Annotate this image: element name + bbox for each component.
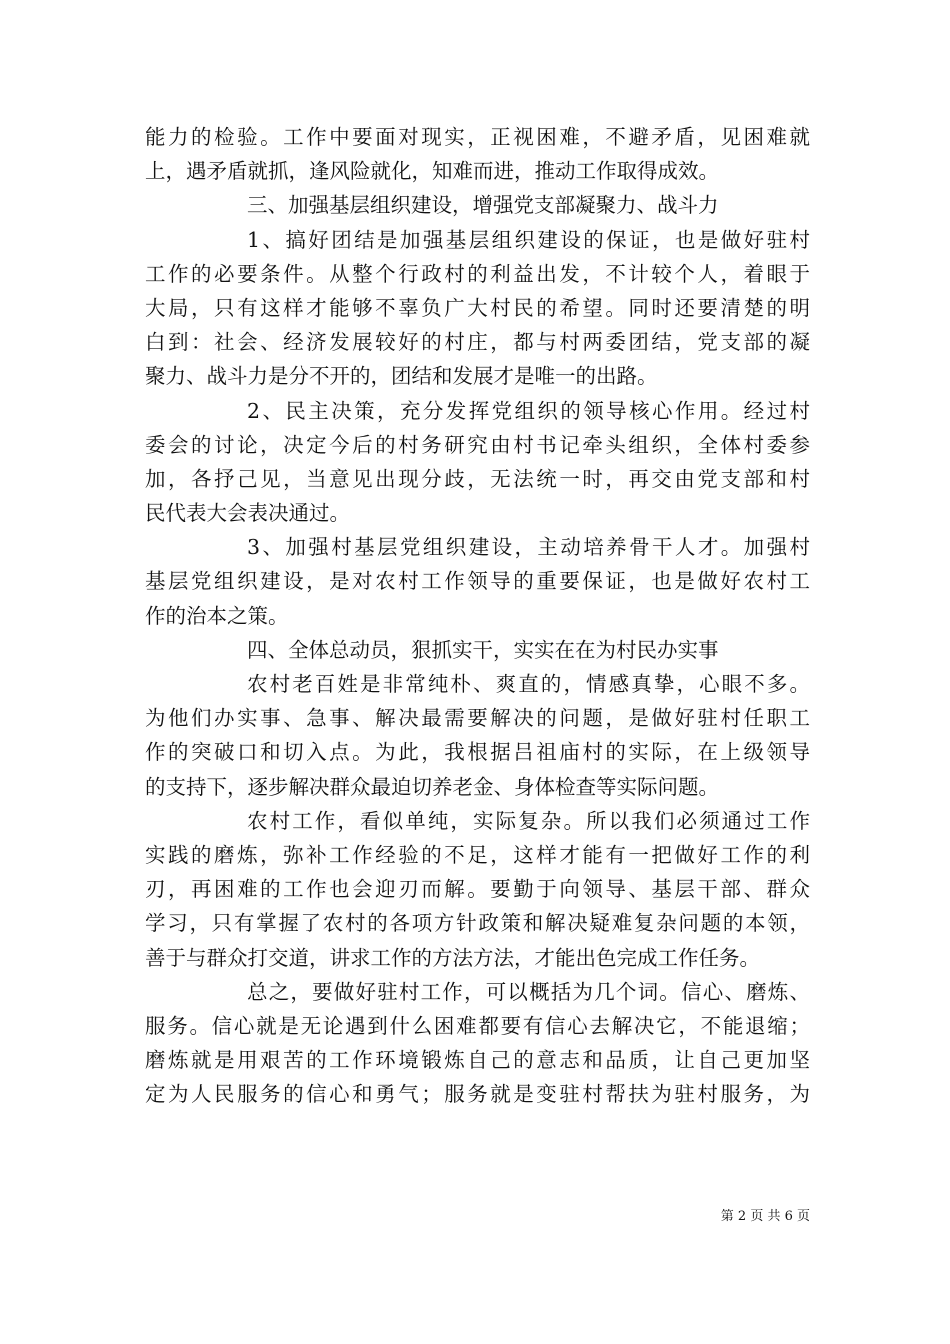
paragraph-line: 能力的检验。工作中要面对现实，正视困难，不避矛盾，见困难就: [145, 125, 810, 149]
paragraph-line: 民代表大会表决通过。: [145, 501, 350, 526]
paragraph-line: 为他们办实事、急事、解决最需要解决的问题，是做好驻村任职工: [145, 706, 810, 731]
paragraph-line: 上，遇矛盾就抓，逢风险就化，知难而进，推动工作取得成效。: [145, 159, 719, 184]
paragraph-line: 作的突破口和切入点。为此，我根据吕祖庙村的实际，在上级领导: [145, 740, 810, 765]
paragraph-line: 农村老百姓是非常纯朴、爽直的，情感真挚，心眼不多。: [247, 672, 810, 696]
section-heading: 三、加强基层组织建设，增强党支部凝聚力、战斗力: [247, 193, 719, 218]
paragraph-line: 定为人民服务的信心和勇气；服务就是变驻村帮扶为驻村服务，为: [145, 1082, 810, 1107]
paragraph-line: 学习，只有掌握了农村的各项方针政策和解决疑难复杂问题的本领，: [145, 911, 810, 936]
paragraph-line: 1、搞好团结是加强基层组织建设的保证，也是做好驻村: [247, 227, 810, 252]
paragraph-line: 刃，再困难的工作也会迎刃而解。要勤于向领导、基层干部、群众: [145, 877, 810, 902]
paragraph-line: 2、民主决策，充分发挥党组织的领导核心作用。经过村: [247, 398, 810, 423]
paragraph-line: 农村工作，看似单纯，实际复杂。所以我们必须通过工作: [247, 808, 810, 833]
paragraph-line: 白到：社会、经济发展较好的村庄，都与村两委团结，党支部的凝: [145, 330, 810, 355]
paragraph-line: 服务。信心就是无论遇到什么困难都要有信心去解决它，不能退缩；: [145, 1013, 810, 1038]
paragraph-line: 实践的磨炼，弥补工作经验的不足，这样才能有一把做好工作的利: [145, 842, 810, 867]
paragraph-line: 工作的必要条件。从整个行政村的利益出发，不计较个人，着眼于: [145, 261, 810, 286]
paragraph-line: 加，各抒己见，当意见出现分歧，无法统一时，再交由党支部和村: [145, 466, 810, 491]
section-heading: 四、全体总动员，狠抓实干，实实在在为村民办实事: [247, 637, 719, 662]
paragraph-line: 总之，要做好驻村工作，可以概括为几个词。信心、磨炼、: [247, 979, 810, 1004]
document-body: [145, 120, 810, 1111]
paragraph-line: 大局，只有这样才能够不辜负广大村民的希望。同时还要清楚的明: [145, 295, 810, 320]
paragraph-line: 委会的讨论，决定今后的村务研究由村书记牵头组织，全体村委参: [145, 432, 810, 457]
paragraph-line: 的支持下，逐步解决群众最迫切养老金、身体检查等实际问题。: [145, 774, 719, 799]
paragraph-line: 基层党组织建设，是对农村工作领导的重要保证，也是做好农村工: [145, 569, 810, 594]
paragraph-line: 磨炼就是用艰苦的工作环境锻炼自己的意志和品质，让自己更加坚: [145, 1048, 810, 1073]
paragraph-line: 3、加强村基层党组织建设，主动培养骨干人才。加强村: [247, 535, 810, 560]
page-footer: 第 2 页 共 6 页: [720, 1209, 810, 1224]
paragraph-line: 作的治本之策。: [145, 603, 289, 628]
paragraph-line: 聚力、战斗力是分不开的，团结和发展才是唯一的出路。: [145, 364, 658, 389]
paragraph-line: 善于与群众打交道，讲求工作的方法方法，才能出色完成工作任务。: [145, 945, 760, 970]
